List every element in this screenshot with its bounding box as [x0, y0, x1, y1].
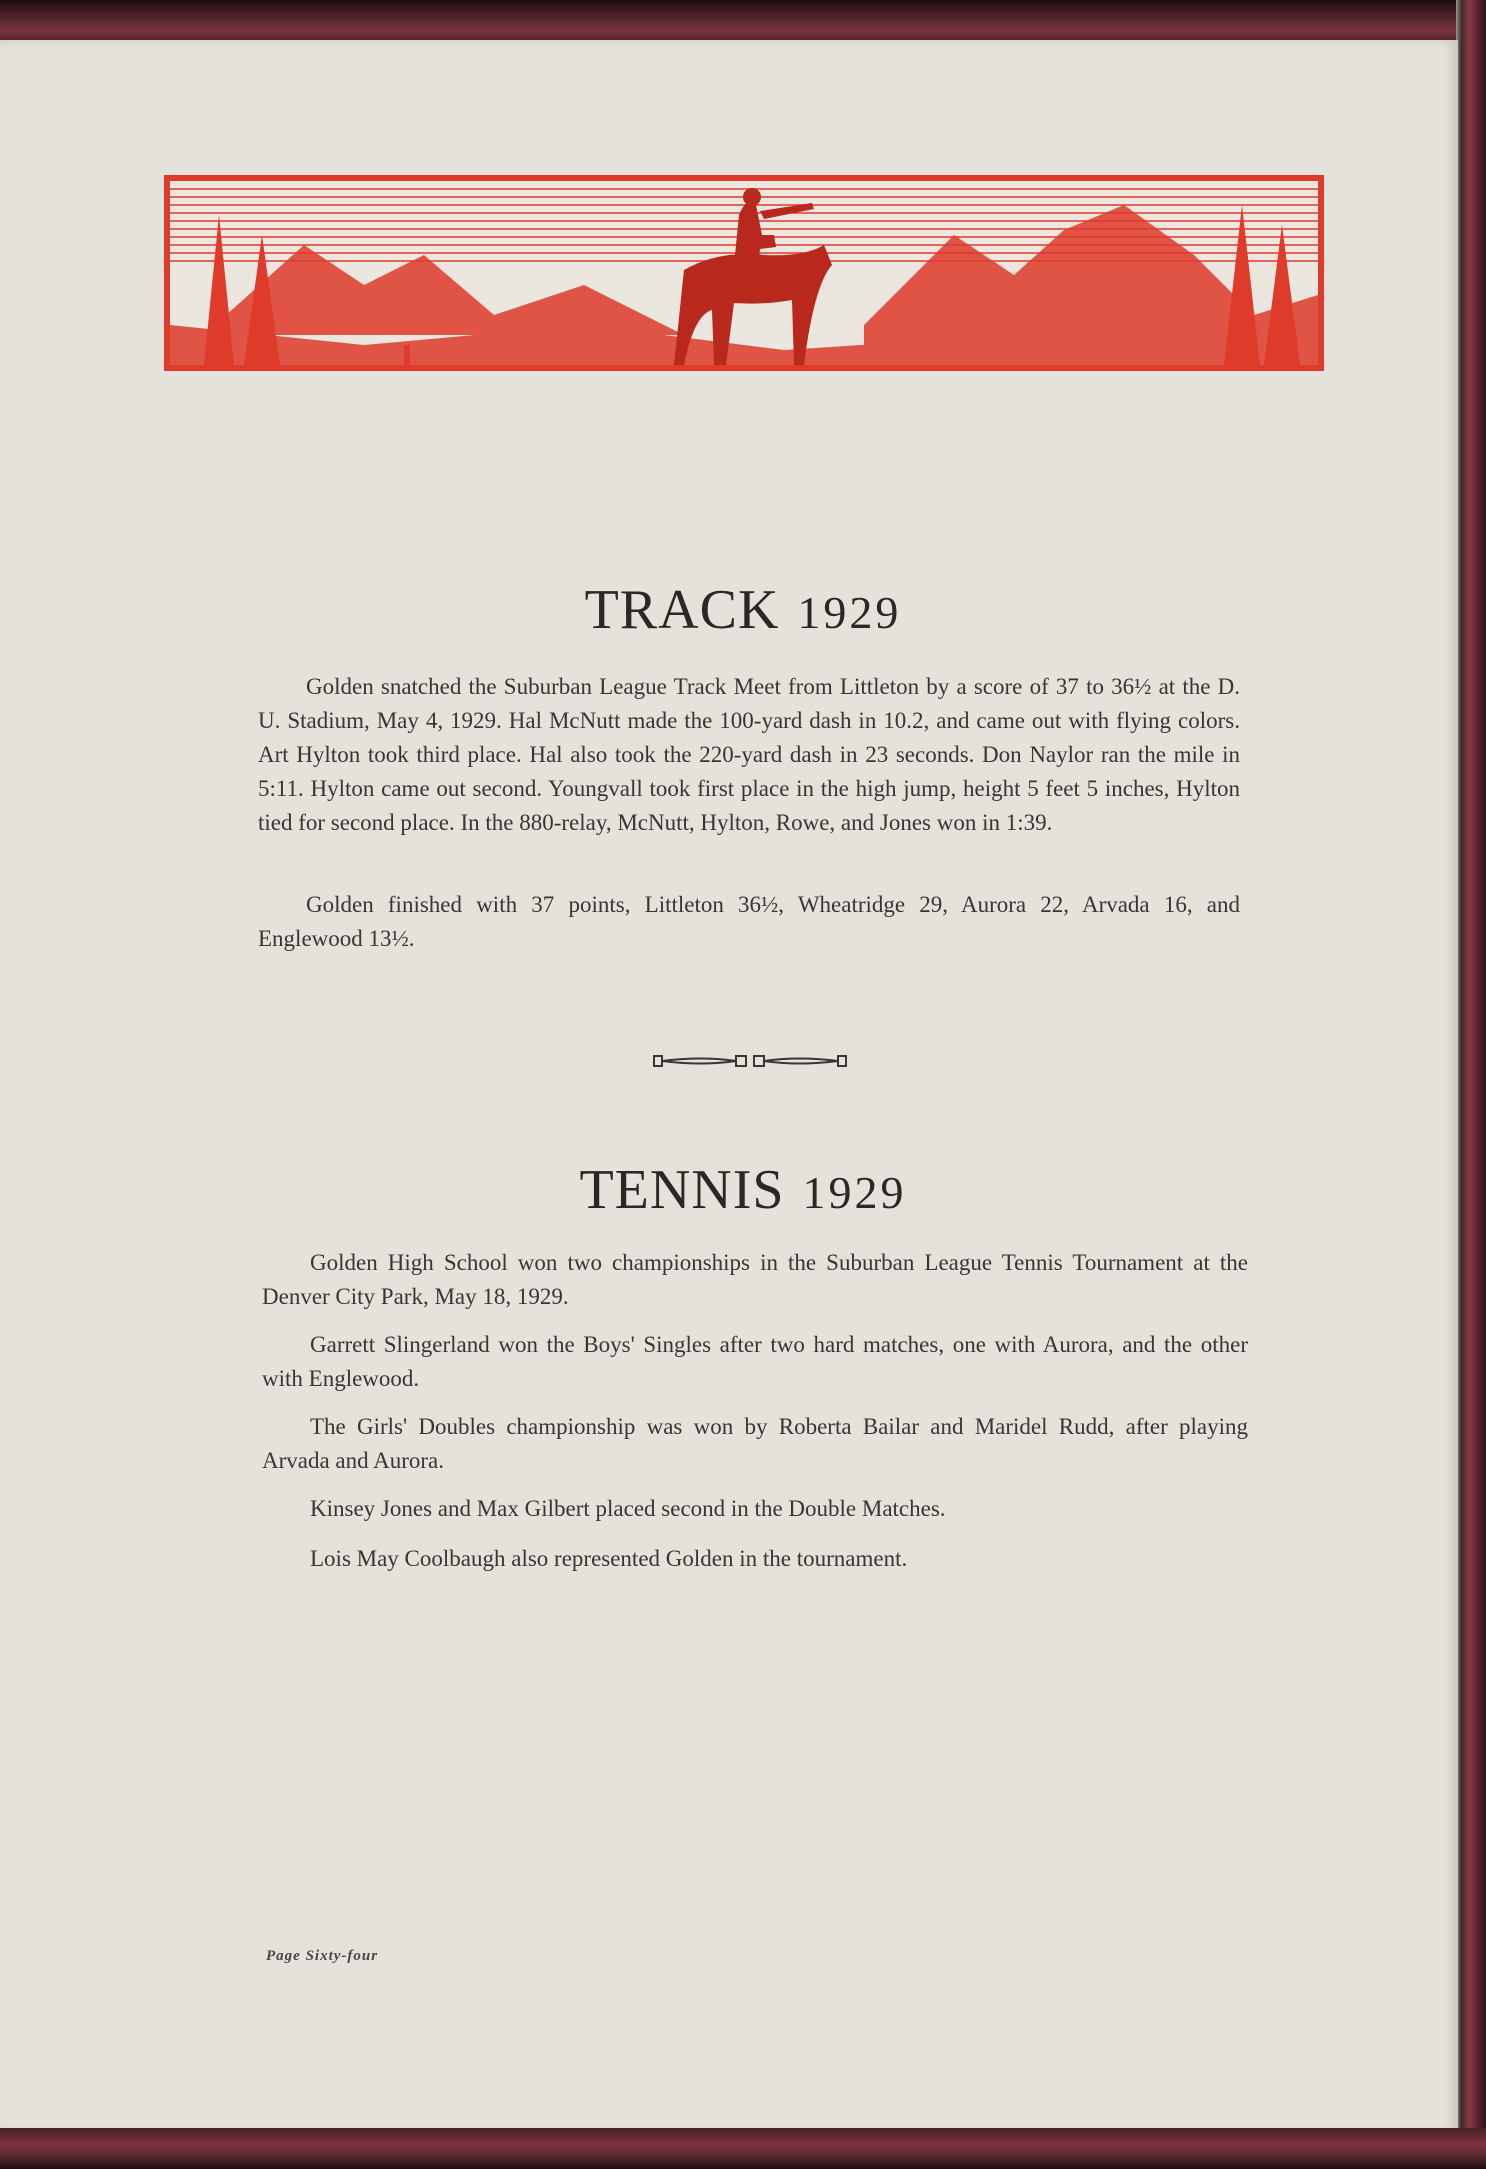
track-year: 1929 — [797, 587, 902, 638]
track-paragraph-2: Golden finished with 37 points, Littleton 36½, Wheatridge 29, Aurora 22, Arvada 16, and Englewood 13½. — [258, 892, 1240, 951]
track-title: TRACK — [584, 579, 780, 641]
book-spine-edge — [1456, 0, 1486, 2169]
track-heading — [0, 578, 1486, 642]
tennis-year: 1929 — [802, 1167, 907, 1218]
bottom-binding-edge — [0, 2128, 1486, 2169]
ornamental-divider-icon — [652, 1050, 848, 1072]
tennis-paragraph-4: Kinsey Jones and Max Gilbert placed second in the Double Matches. — [310, 1496, 946, 1521]
tennis-heading — [0, 1158, 1486, 1222]
tennis-paragraph-5: Lois May Coolbaugh also represented Golden in the tournament. — [310, 1546, 908, 1571]
top-binding-edge — [0, 0, 1486, 44]
track-paragraph-1: Golden snatched the Suburban League Track Meet from Littleton by a score of 37 to 36½ at the D. U. Stadium, May 4, 1929. Hal McNutt made the 100-yard dash in 10.2, and came out with flying colors. Art Hylton took third place. Hal also took the 220-yard dash in 23 seconds. Don Naylor ran the mile in 5:11. Hylton came out second. Youngvall took first place in the high jump, height 5 feet 5 inches, Hylton tied for second place. In the 880-relay, McNutt, Hylton, Rowe, and Jones won in 1:39. — [258, 674, 1240, 835]
banner-illustration — [164, 175, 1324, 371]
tennis-paragraph-3: The Girls' Doubles championship was won by Roberta Bailar and Maridel Rudd, after playing Arvada and Aurora. — [262, 1414, 1248, 1473]
page-number-label: Page Sixty-four — [266, 1948, 379, 1964]
tennis-paragraph-1: Golden High School won two championships in the Suburban League Tennis Tournament at the Denver City Park, May 18, 1929. — [262, 1250, 1248, 1309]
tennis-paragraph-2: Garrett Slingerland won the Boys' Singles after two hard matches, one with Aurora, and the other with Englewood. — [262, 1332, 1248, 1391]
tennis-title: TENNIS — [579, 1159, 785, 1221]
frontier-rider-landscape-icon — [164, 175, 1324, 371]
